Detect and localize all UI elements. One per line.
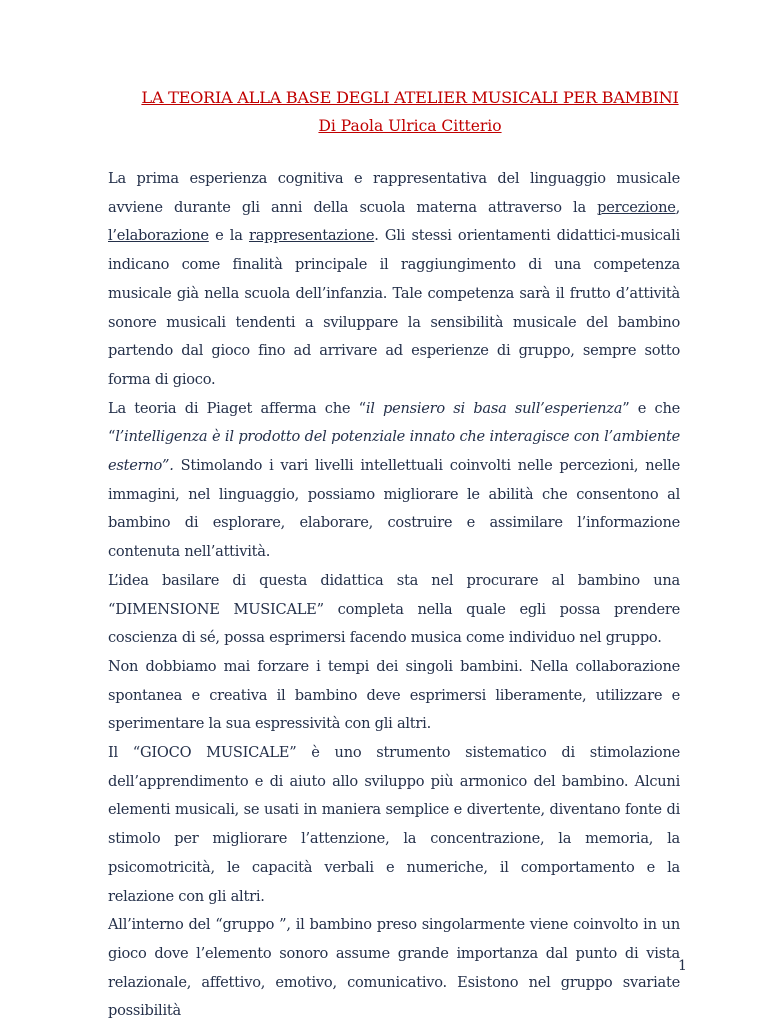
paragraph-2-text-c: Stimolando i vari livelli intellettuali coinvolti nelle percezioni, nelle immagini, nel linguaggio, possiamo migliorare le abilità che consentono al bambino di esplorare, elaborare, costruire e assimilare l’informazione contenuta nell’attività.: [108, 457, 680, 561]
paragraph-3: L’idea basilare di questa didattica sta nel procurare al bambino una “DIMENSIONE MUSICALE” completa nella quale egli possa prendere coscienza di sé, possa esprimersi facendo musica come individuo nel gruppo.: [108, 571, 680, 647]
paragraph-1: [108, 165, 680, 395]
term-percezione: percezione: [597, 198, 676, 216]
paragraph-1-text-d: . Gli stessi orientamenti didattici-musicali indicano come finalità principale il raggiungimento di una competenza musicale già nella scuola dell’infanzia. Tale competenza sarà il frutto d’attività sonore musicali tendenti a sviluppare la sensibilità musicale del bambino partendo dal gioco fino ad arrivare ad esperienze di gruppo, sempre sotto forma di gioco.: [108, 227, 680, 388]
document-author: Di Paola Ulrica Citterio: [318, 117, 502, 135]
paragraph-6: All’interno del “gruppo ”, il bambino preso singolarmente viene coinvolto in un gioco dove l’elemento sonoro assume grande importanza dal punto di vista relazionale, affettivo, emotivo, comunicativo. Esistono nel gruppo svariate possibilità: [108, 916, 680, 1020]
paragraph-2: [108, 395, 680, 567]
page-number: 1: [678, 958, 687, 974]
document-title: LA TEORIA ALLA BASE DEGLI ATELIER MUSICALI PER BAMBINI: [141, 88, 679, 107]
quote-pensiero: il pensiero si basa sull’esperienza: [365, 399, 623, 417]
paragraph-4: Non dobbiamo mai forzare i tempi dei singoli bambini. Nella collaborazione spontanea e creativa il bambino deve esprimersi liberamente, utilizzare e sperimentare la sua espressività con gli altri.: [108, 657, 680, 733]
title-block: [0, 84, 768, 140]
paragraph-2-text-a: La teoria di Piaget afferma che “: [108, 399, 366, 417]
paragraph-1-text-c: e la: [208, 227, 249, 245]
body-text: [108, 165, 680, 1026]
paragraph-1-text-b: ,: [675, 198, 680, 216]
paragraph-1-text-a: La prima esperienza cognitiva e rappresentativa del linguaggio musicale avviene durante gli anni della scuola materna attraverso la: [108, 170, 680, 216]
quote-intelligenza: l’intelligenza è il prodotto del potenziale innato che interagisce con l’ambiente esterno”.: [108, 428, 680, 475]
paragraph-5: Il “GIOCO MUSICALE” è uno strumento sistematico di stimolazione dell’apprendimento e di aiuto allo sviluppo più armonico del bambino. Alcuni elementi musicali, se usati in maniera semplice e divertente, diventano fonte di stimolo per migliorare l’attenzione, la concentrazione, la memoria, la psicomotricità, le capacità verbali e numeriche, il comportamento e la relazione con gli altri.: [108, 744, 680, 905]
term-rappresentazione: rappresentazione: [248, 227, 375, 245]
term-elaborazione: l’elaborazione: [108, 227, 209, 245]
paragraph-2-text-b: ” e che “: [108, 399, 680, 446]
